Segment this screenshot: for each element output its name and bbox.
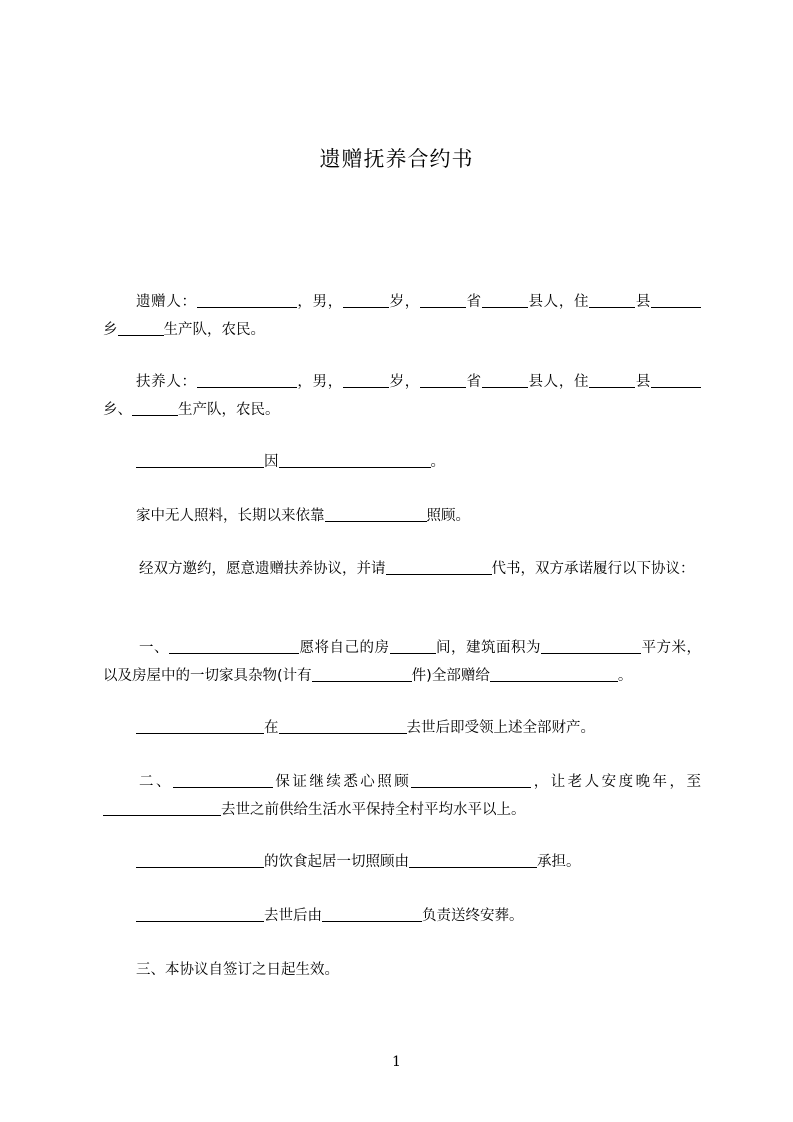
text-fragment: 县 xyxy=(635,374,652,390)
paragraph-supporter xyxy=(103,368,701,424)
blank-person[interactable] xyxy=(136,449,264,468)
paragraph-clause-two xyxy=(103,768,701,824)
paragraph-clause-one xyxy=(103,634,701,690)
text-fragment: 的饮食起居一切照顾由 xyxy=(264,854,409,870)
paragraph-agreement xyxy=(103,555,701,583)
blank-elder[interactable] xyxy=(411,769,531,788)
text-fragment: 去世之前供给生活水平保持全村平均水平以上。 xyxy=(221,802,526,818)
text-fragment: 。 xyxy=(617,668,633,684)
text-fragment: 岁， xyxy=(388,294,420,310)
text-fragment: 省 xyxy=(465,374,482,390)
blank-bequeather-county[interactable] xyxy=(482,289,528,308)
paragraph-reason xyxy=(103,448,701,476)
blank-supporter-age[interactable] xyxy=(343,369,389,388)
text-fragment: 在 xyxy=(264,720,279,736)
paragraph-daily-care xyxy=(103,848,701,876)
label-supporter: 扶养人： xyxy=(136,374,197,390)
blank-deceased-person[interactable] xyxy=(136,903,264,922)
text-fragment: 去世后即受领上述全部财产。 xyxy=(406,720,595,736)
blank-caretaker[interactable] xyxy=(325,503,427,522)
text-fragment: 生产队，农民。 xyxy=(163,322,265,338)
text-fragment: 平方米，以及房屋中的一切家具杂物(计有 xyxy=(103,640,701,684)
clause-number: 二、 xyxy=(139,774,173,790)
text-fragment: 家中无人照料，长期以来依靠 xyxy=(136,508,325,524)
text-fragment: 负责送终安葬。 xyxy=(422,908,524,924)
text-fragment: 县人，住 xyxy=(527,374,590,390)
text-fragment: ，男， xyxy=(296,294,343,310)
blank-funeral-responsible[interactable] xyxy=(322,903,422,922)
blank-heir[interactable] xyxy=(136,715,264,734)
blank-room-count[interactable] xyxy=(390,635,436,654)
text-fragment: 乡、 xyxy=(103,402,132,418)
paragraph-funeral xyxy=(103,902,701,930)
text-fragment: 去世后由 xyxy=(264,908,322,924)
blank-recipient[interactable] xyxy=(490,663,618,682)
blank-floor-area[interactable] xyxy=(541,635,641,654)
paragraph-inheritance xyxy=(103,714,701,742)
text-fragment: 省 xyxy=(465,294,482,310)
text-fragment: 经双方邀约，愿意遗赠扶养协议，并请 xyxy=(139,561,386,577)
blank-item-count[interactable] xyxy=(312,663,412,682)
blank-bequeather-province[interactable] xyxy=(420,289,466,308)
text-fragment: 愿将自己的房 xyxy=(299,640,390,656)
blank-donor[interactable] xyxy=(169,635,299,654)
text-fragment: ，让老人安度晚年，至 xyxy=(531,774,702,790)
text-fragment: 代书，双方承诺履行以下协议： xyxy=(491,561,695,577)
blank-bequeather-residence-county[interactable] xyxy=(589,289,635,308)
text-fragment: 承担。 xyxy=(537,854,581,870)
blank-supporter-county[interactable] xyxy=(482,369,528,388)
paragraph-bequeather xyxy=(103,288,701,344)
blank-cared-person[interactable] xyxy=(136,849,264,868)
text-fragment: 岁， xyxy=(388,374,420,390)
blank-reason[interactable] xyxy=(279,449,431,468)
clause-number: 一、 xyxy=(139,640,169,656)
blank-supporter-name[interactable] xyxy=(197,369,297,388)
paragraph-clause-three xyxy=(103,956,701,984)
blank-bequeather-team[interactable] xyxy=(118,317,164,336)
text-fragment: 县人，住 xyxy=(527,294,590,310)
blank-bequeather-age[interactable] xyxy=(343,289,389,308)
text-fragment: 生产队，农民。 xyxy=(178,402,280,418)
blank-bequeather-name[interactable] xyxy=(197,289,297,308)
blank-guardian[interactable] xyxy=(173,769,273,788)
text-fragment: 间，建筑面积为 xyxy=(435,640,541,656)
text-fragment: 照顾。 xyxy=(426,508,470,524)
blank-scribe[interactable] xyxy=(386,556,492,575)
text-fragment: 因 xyxy=(264,454,279,470)
text-fragment: 乡 xyxy=(103,322,118,338)
blank-bequeather-township[interactable] xyxy=(651,289,701,308)
text-fragment: ，男， xyxy=(296,374,343,390)
blank-supporter-township[interactable] xyxy=(651,369,701,388)
text-fragment: 件)全部赠给 xyxy=(411,668,490,684)
label-bequeather: 遗赠人： xyxy=(136,294,197,310)
text-fragment: 保证继续悉心照顾 xyxy=(272,774,412,790)
blank-elder-until[interactable] xyxy=(103,797,221,816)
blank-deceased[interactable] xyxy=(279,715,407,734)
blank-care-provider[interactable] xyxy=(409,849,537,868)
document-title: 遗赠抚养合约书 xyxy=(319,147,474,171)
text-fragment: 三、本协议自签订之日起生效。 xyxy=(136,962,339,978)
paragraph-care xyxy=(103,502,701,530)
text-fragment: 。 xyxy=(430,454,445,470)
text-fragment: 县 xyxy=(635,294,652,310)
blank-supporter-residence-county[interactable] xyxy=(589,369,635,388)
blank-supporter-team[interactable] xyxy=(132,397,178,416)
blank-supporter-province[interactable] xyxy=(420,369,466,388)
page-number: 1 xyxy=(392,1054,401,1070)
